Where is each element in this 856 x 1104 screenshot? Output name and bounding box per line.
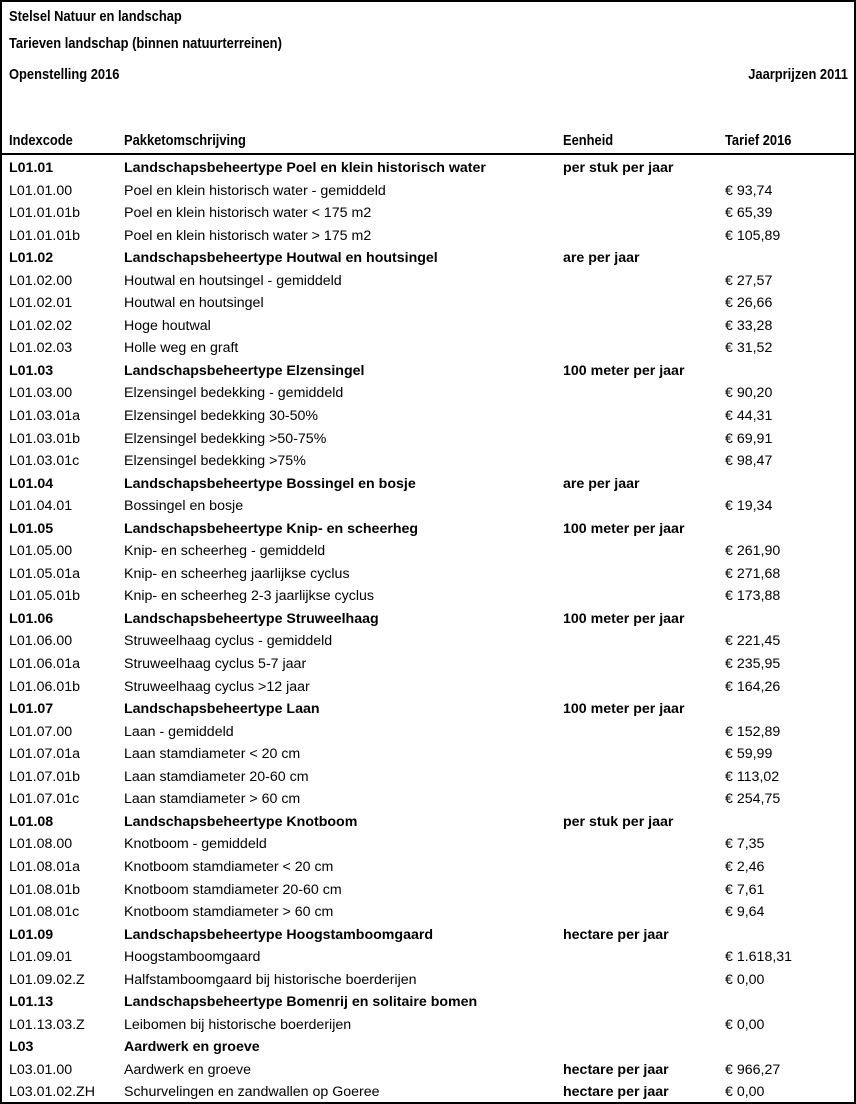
description-cell: Struweelhaag cyclus 5-7 jaar (124, 656, 307, 673)
table-row (2, 856, 854, 879)
indexcode-cell: L01.02.02 (9, 317, 73, 334)
table-group-row (2, 924, 854, 947)
description-cell: Poel en klein historisch water - gemiddeld (124, 182, 386, 199)
description-cell: Knotboom stamdiameter 20-60 cm (124, 881, 342, 898)
indexcode-cell: L01.09 (9, 926, 54, 943)
description-cell: Aardwerk en groeve (124, 1039, 260, 1056)
indexcode-cell: L01.04 (9, 475, 54, 492)
table-group-row (2, 1036, 854, 1059)
tarief-cell: € 235,95 (725, 656, 781, 673)
tarief-cell: € 7,61 (725, 881, 765, 898)
indexcode-cell: L01.05.00 (9, 543, 73, 560)
table-row (2, 653, 854, 676)
description-cell: Elzensingel bedekking >50-75% (124, 430, 327, 447)
description-cell: Elzensingel bedekking 30-50% (124, 408, 319, 425)
tarief-cell: € 173,88 (725, 588, 781, 605)
description-cell: Knip- en scheerheg - gemiddeld (124, 543, 326, 560)
description-cell: Halfstamboomgaard bij historische boerderijen (124, 971, 417, 988)
document-subtitle: Tarieven landschap (binnen natuurterreinen) (9, 35, 282, 52)
indexcode-cell: L01.01.01b (9, 227, 81, 244)
table-row (2, 270, 854, 293)
indexcode-cell: L01.09.01 (9, 949, 73, 966)
description-cell: Landschapsbeheertype Poel en klein historisch water (124, 160, 486, 176)
tarief-cell: € 2,46 (725, 858, 765, 875)
column-header-indexcode: Indexcode (9, 132, 73, 149)
description-cell: Knip- en scheerheg jaarlijkse cyclus (124, 565, 350, 582)
description-cell: Struweelhaag cyclus >12 jaar (124, 678, 310, 695)
table-group-row (2, 811, 854, 834)
unit-cell: 100 meter per jaar (563, 520, 685, 537)
description-cell: Bossingel en bosje (124, 498, 244, 515)
description-cell: Holle weg en graft (124, 340, 239, 357)
tarief-cell: € 164,26 (725, 678, 781, 695)
indexcode-cell: L01.09.02.Z (9, 971, 85, 988)
description-cell: Hoogstamboomgaard (124, 949, 261, 966)
description-cell: Knotboom stamdiameter < 20 cm (124, 858, 334, 875)
table-group-row (2, 473, 854, 496)
unit-cell: 100 meter per jaar (563, 362, 685, 379)
tarief-cell: € 271,68 (725, 565, 781, 582)
indexcode-cell: L01.13.03.Z (9, 1016, 85, 1033)
column-header-eenheid: Eenheid (563, 132, 614, 149)
unit-cell: per stuk per jaar (563, 160, 674, 176)
indexcode-cell: L01.03 (9, 362, 54, 379)
tarief-cell: € 152,89 (725, 723, 781, 740)
tarief-cell: € 90,20 (725, 385, 773, 402)
indexcode-cell: L01.03.00 (9, 385, 73, 402)
table-group-row (2, 360, 854, 383)
indexcode-cell: L01.08.01c (9, 904, 80, 921)
indexcode-cell: L01.08.01b (9, 881, 81, 898)
table-row (2, 901, 854, 924)
indexcode-cell: L01.06.01b (9, 678, 81, 695)
description-cell: Leibomen bij historische boerderijen (124, 1016, 352, 1033)
unit-cell: hectare per jaar (563, 1061, 669, 1078)
table-row (2, 1059, 854, 1082)
description-cell: Landschapsbeheertype Struweelhaag (124, 610, 379, 627)
indexcode-cell: L01.08.00 (9, 836, 73, 853)
indexcode-cell: L01.08 (9, 813, 54, 830)
unit-cell: are per jaar (563, 475, 640, 492)
tarief-cell: € 33,28 (725, 317, 773, 334)
table-row (2, 292, 854, 315)
indexcode-cell: L03.01.00 (9, 1061, 73, 1078)
description-cell: Landschapsbeheertype Knip- en scheerheg (124, 520, 419, 537)
table-row (2, 585, 854, 608)
description-cell: Elzensingel bedekking - gemiddeld (124, 385, 344, 402)
indexcode-cell: L01.07 (9, 701, 54, 718)
indexcode-cell: L01.13 (9, 994, 54, 1011)
tarief-cell: € 113,02 (725, 768, 780, 785)
table-group-row (2, 247, 854, 270)
description-cell: Laan stamdiameter 20-60 cm (124, 768, 309, 785)
openstelling-label: Openstelling 2016 (9, 66, 120, 83)
description-cell: Landschapsbeheertype Houtwal en houtsingel (124, 250, 438, 267)
table-row (2, 428, 854, 451)
indexcode-cell: L01.01.00 (9, 182, 73, 199)
indexcode-cell: L01.06.01a (9, 656, 81, 673)
unit-cell: 100 meter per jaar (563, 610, 685, 627)
tarief-cell: € 0,00 (725, 971, 765, 988)
tarief-cell: € 7,35 (725, 836, 765, 853)
description-cell: Poel en klein historisch water < 175 m2 (124, 205, 372, 222)
table-group-row (2, 518, 854, 541)
tarief-cell: € 261,90 (725, 543, 781, 560)
tarief-cell: € 254,75 (725, 791, 781, 808)
description-cell: Knip- en scheerheg 2-3 jaarlijkse cyclus (124, 588, 374, 605)
indexcode-cell: L01.05 (9, 520, 54, 537)
table-row (2, 225, 854, 248)
tarief-cell: € 65,39 (725, 205, 773, 222)
description-cell: Houtwal en houtsingel - gemiddeld (124, 272, 342, 289)
table-group-row (2, 698, 854, 721)
tarief-cell: € 69,91 (725, 430, 773, 447)
description-cell: Hoge houtwal (124, 317, 211, 334)
tarief-cell: € 27,57 (725, 272, 773, 289)
tarief-cell: € 105,89 (725, 227, 781, 244)
indexcode-cell: L01.07.01c (9, 791, 80, 808)
indexcode-cell: L01.07.00 (9, 723, 73, 740)
tarief-cell: € 0,00 (725, 1016, 765, 1033)
description-cell: Landschapsbeheertype Hoogstamboomgaard (124, 926, 434, 943)
indexcode-cell: L01.02.03 (9, 340, 73, 357)
indexcode-cell: L03.01.02.ZH (9, 1084, 95, 1101)
unit-cell: 100 meter per jaar (563, 701, 685, 718)
indexcode-cell: L01.02 (9, 250, 54, 267)
tarief-cell: € 966,27 (725, 1061, 781, 1078)
tarief-cell: € 26,66 (725, 295, 773, 312)
tarief-cell: € 221,45 (725, 633, 781, 650)
table-row (2, 1081, 854, 1104)
description-cell: Landschapsbeheertype Elzensingel (124, 362, 365, 379)
table-group-row (2, 157, 854, 180)
table-row (2, 969, 854, 992)
indexcode-cell: L01.06.00 (9, 633, 73, 650)
table-row (2, 495, 854, 518)
unit-cell: hectare per jaar (563, 926, 669, 943)
description-cell: Landschapsbeheertype Laan (124, 701, 320, 718)
description-cell: Houtwal en houtsingel (124, 295, 264, 312)
indexcode-cell: L01.05.01b (9, 588, 81, 605)
description-cell: Laan - gemiddeld (124, 723, 234, 740)
unit-cell: per stuk per jaar (563, 813, 674, 830)
description-cell: Laan stamdiameter > 60 cm (124, 791, 301, 808)
description-cell: Knotboom - gemiddeld (124, 836, 267, 853)
tariff-table (2, 157, 854, 1104)
table-row (2, 788, 854, 811)
indexcode-cell: L01.01 (9, 160, 54, 176)
indexcode-cell: L01.01.01b (9, 205, 81, 222)
tarief-cell: € 0,00 (725, 1084, 765, 1101)
table-row (2, 405, 854, 428)
document-title: Stelsel Natuur en landschap (9, 8, 182, 25)
table-row (2, 202, 854, 225)
table-group-row (2, 608, 854, 631)
indexcode-cell: L01.03.01c (9, 453, 80, 470)
table-row (2, 450, 854, 473)
table-row (2, 337, 854, 360)
indexcode-cell: L01.03.01a (9, 408, 81, 425)
unit-cell: are per jaar (563, 250, 640, 267)
indexcode-cell: L01.04.01 (9, 498, 73, 515)
table-group-row (2, 991, 854, 1014)
table-row (2, 630, 854, 653)
table-row (2, 946, 854, 969)
description-cell: Poel en klein historisch water > 175 m2 (124, 227, 372, 244)
tarief-cell: € 44,31 (725, 408, 773, 425)
table-row (2, 180, 854, 203)
table-row (2, 563, 854, 586)
indexcode-cell: L01.05.01a (9, 565, 81, 582)
table-row (2, 382, 854, 405)
description-cell: Aardwerk en groeve (124, 1061, 251, 1078)
description-cell: Struweelhaag cyclus - gemiddeld (124, 633, 333, 650)
column-header-pakketomschrijving: Pakketomschrijving (124, 132, 246, 149)
tarief-cell: € 98,47 (725, 453, 773, 470)
indexcode-cell: L01.08.01a (9, 858, 81, 875)
jaarprijzen-label: Jaarprijzen 2011 (748, 66, 848, 83)
indexcode-cell: L03 (9, 1039, 34, 1056)
description-cell: Landschapsbeheertype Knotboom (124, 813, 358, 830)
unit-cell: hectare per jaar (563, 1084, 669, 1101)
description-cell: Knotboom stamdiameter > 60 cm (124, 904, 334, 921)
table-row (2, 766, 854, 789)
table-row (2, 315, 854, 338)
description-cell: Laan stamdiameter < 20 cm (124, 746, 301, 763)
indexcode-cell: L01.07.01b (9, 768, 81, 785)
indexcode-cell: L01.02.01 (9, 295, 73, 312)
tarief-cell: € 9,64 (725, 904, 765, 921)
table-row (2, 833, 854, 856)
header-divider (2, 153, 854, 155)
tarief-cell: € 19,34 (725, 498, 773, 515)
table-row (2, 743, 854, 766)
tarief-cell: € 93,74 (725, 182, 773, 199)
description-cell: Landschapsbeheertype Bomenrij en solitaire bomen (124, 994, 478, 1011)
table-row (2, 879, 854, 902)
description-cell: Schurvelingen en zandwallen op Goeree (124, 1084, 380, 1101)
tarief-cell: € 31,52 (725, 340, 773, 357)
tarief-cell: € 59,99 (725, 746, 773, 763)
column-header-tarief: Tarief 2016 (725, 132, 792, 149)
table-row (2, 721, 854, 744)
tarief-cell: € 1.618,31 (725, 949, 793, 966)
description-cell: Landschapsbeheertype Bossingel en bosje (124, 475, 416, 492)
table-row (2, 540, 854, 563)
indexcode-cell: L01.07.01a (9, 746, 81, 763)
indexcode-cell: L01.03.01b (9, 430, 81, 447)
indexcode-cell: L01.06 (9, 610, 54, 627)
table-row (2, 676, 854, 699)
indexcode-cell: L01.02.00 (9, 272, 73, 289)
table-row (2, 1014, 854, 1037)
description-cell: Elzensingel bedekking >75% (124, 453, 306, 470)
